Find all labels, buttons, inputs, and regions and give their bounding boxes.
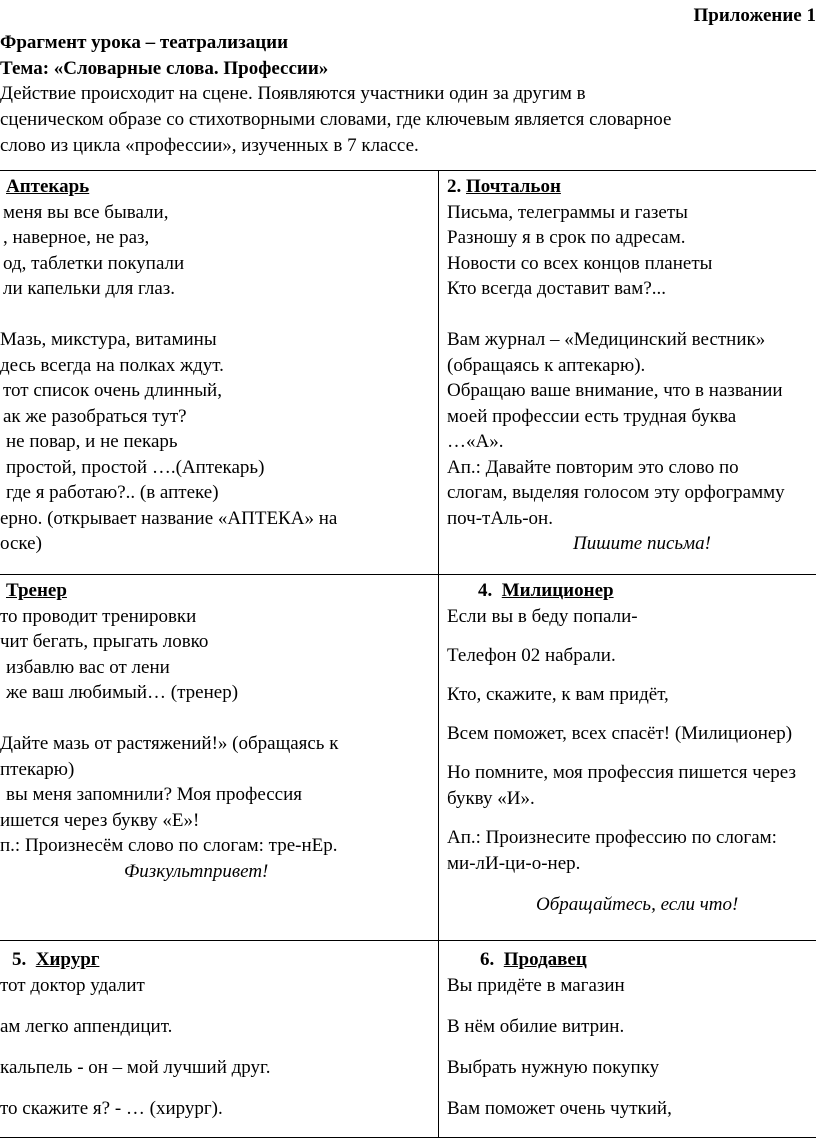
cell-line: Письма, телеграммы и газеты: [447, 201, 688, 223]
table-cell-policeman: [447, 578, 816, 918]
cell-line: ми-лИ-ци-о-нер.: [447, 853, 581, 874]
cell-line: меня вы все бывали,: [3, 201, 169, 223]
cell-line: Вам журнал – «Медицинский вестник»: [447, 329, 766, 350]
cell-line: Вам поможет очень чуткий,: [447, 1098, 672, 1119]
cell-heading: Аптекарь: [6, 176, 90, 197]
cell-line: то скажите я? - … (хирург).: [0, 1098, 223, 1119]
intro-line: сценическом образе со стихотворными словами, где ключевым является словарное: [0, 109, 672, 130]
cell-line: же ваш любимый… (тренер): [6, 682, 239, 703]
cell-heading: 5. Хирург: [12, 949, 100, 970]
cell-line: [447, 302, 816, 328]
cell-line: не повар, и не пекарь: [6, 431, 178, 452]
cell-line: моей профессии есть трудная буква: [447, 405, 737, 427]
cell-line: [0, 706, 436, 732]
cell-tagline: Пишите письма!: [573, 533, 712, 554]
cell-line: Обращаю ваше внимание, что в названии: [447, 380, 783, 401]
cell-line: птекарю): [0, 758, 75, 780]
cell-line: В нём обилие витрин.: [447, 1016, 625, 1037]
table-border: [0, 1137, 816, 1138]
table-cell-pharmacist: [0, 174, 436, 557]
table-divider: [438, 170, 439, 1138]
cell-line: Если вы в беду попали-: [447, 606, 638, 627]
cell-line: , наверное, не раз,: [3, 227, 150, 248]
intro-line: Действие происходит на сцене. Появляются участники один за другим в: [0, 83, 586, 104]
table-cell-postman: [447, 174, 816, 557]
cell-line: букву «И».: [447, 788, 535, 809]
cell-line: тот список очень длинный,: [3, 380, 222, 401]
table-cell-seller: [447, 947, 816, 1122]
cell-line: избавлю вас от лени: [6, 656, 170, 678]
cell-line: (обращаясь к аптекарю).: [447, 354, 646, 376]
cell-line: десь всегда на полках ждут.: [0, 354, 224, 376]
cell-line: Кто, скажите, к вам придёт,: [447, 684, 669, 705]
cell-line: Вы придёте в магазин: [447, 975, 625, 996]
cell-line: вы меня запомнили? Моя профессия: [6, 784, 302, 805]
cell-line: [0, 302, 436, 328]
table-cell-coach: [0, 578, 436, 884]
cell-line: Ап.: Произнесите профессию по слогам:: [447, 827, 777, 848]
cell-tagline: Обращайтесь, если что!: [536, 894, 739, 915]
cell-line: Телефон 02 набрали.: [447, 645, 616, 666]
appendix-label: Приложение 1: [693, 5, 816, 26]
cell-line: Выбрать нужную покупку: [447, 1057, 660, 1078]
cell-line: Кто всегда доставит вам?...: [447, 278, 667, 299]
cell-line: Но помните, моя профессия пишется через: [447, 762, 796, 783]
cell-line: оске): [0, 533, 42, 554]
table-border: [0, 574, 816, 575]
table-border: [0, 170, 816, 171]
page-title: Фрагмент урока – театрализации: [0, 32, 289, 53]
cell-line: Мазь, микстура, витамины: [0, 329, 217, 350]
cell-line: Всем поможет, всех спасёт! (Милиционер): [447, 723, 793, 744]
cell-line: ли капельки для глаз.: [3, 278, 176, 299]
topic-line: Тема: «Словарные слова. Профессии»: [0, 58, 329, 79]
cell-line: Ап.: Давайте повторим это слово по: [447, 456, 739, 478]
table-cell-surgeon: [0, 947, 436, 1122]
cell-heading: 6. Продавец: [480, 949, 587, 970]
cell-heading: 2. Почтальон: [447, 176, 561, 197]
cell-line: ам легко аппендицит.: [0, 1016, 173, 1037]
cell-line: ишется через букву «Е»!: [0, 809, 200, 831]
cell-line: простой, простой ….(Аптекарь): [6, 456, 265, 478]
cell-heading: Тренер: [6, 580, 67, 601]
cell-line: …«А».: [447, 431, 504, 452]
cell-line: Дайте мазь от растяжений!» (обращаясь к: [0, 733, 339, 754]
cell-tagline: Физкультпривет!: [124, 860, 269, 882]
cell-line: ак же разобраться тут?: [3, 405, 187, 427]
cell-line: Новости со всех концов планеты: [447, 252, 713, 274]
cell-line: поч-тАль-он.: [447, 507, 553, 529]
cell-line: где я работаю?.. (в аптеке): [6, 482, 219, 503]
cell-line: то проводит тренировки: [0, 605, 197, 627]
cell-line: чит бегать, прыгать ловко: [0, 631, 209, 652]
cell-line: ерно. (открывает название «АПТЕКА» на: [0, 507, 338, 529]
cell-heading: 4. Милиционер: [478, 580, 614, 601]
table-border: [0, 940, 816, 941]
cell-line: кальпель - он – мой лучший друг.: [0, 1057, 271, 1078]
intro-line: слово из цикла «профессии», изученных в 7 классе.: [0, 135, 419, 156]
cell-line: слогам, выделяя голосом эту орфограмму: [447, 482, 785, 503]
intro-paragraph: [0, 81, 671, 159]
cell-line: тот доктор удалит: [0, 975, 145, 996]
cell-line: п.: Произнесём слово по слогам: тре-нЕр.: [0, 835, 338, 856]
cell-line: Разношу я в срок по адресам.: [447, 227, 686, 248]
cell-line: од, таблетки покупали: [3, 252, 185, 274]
